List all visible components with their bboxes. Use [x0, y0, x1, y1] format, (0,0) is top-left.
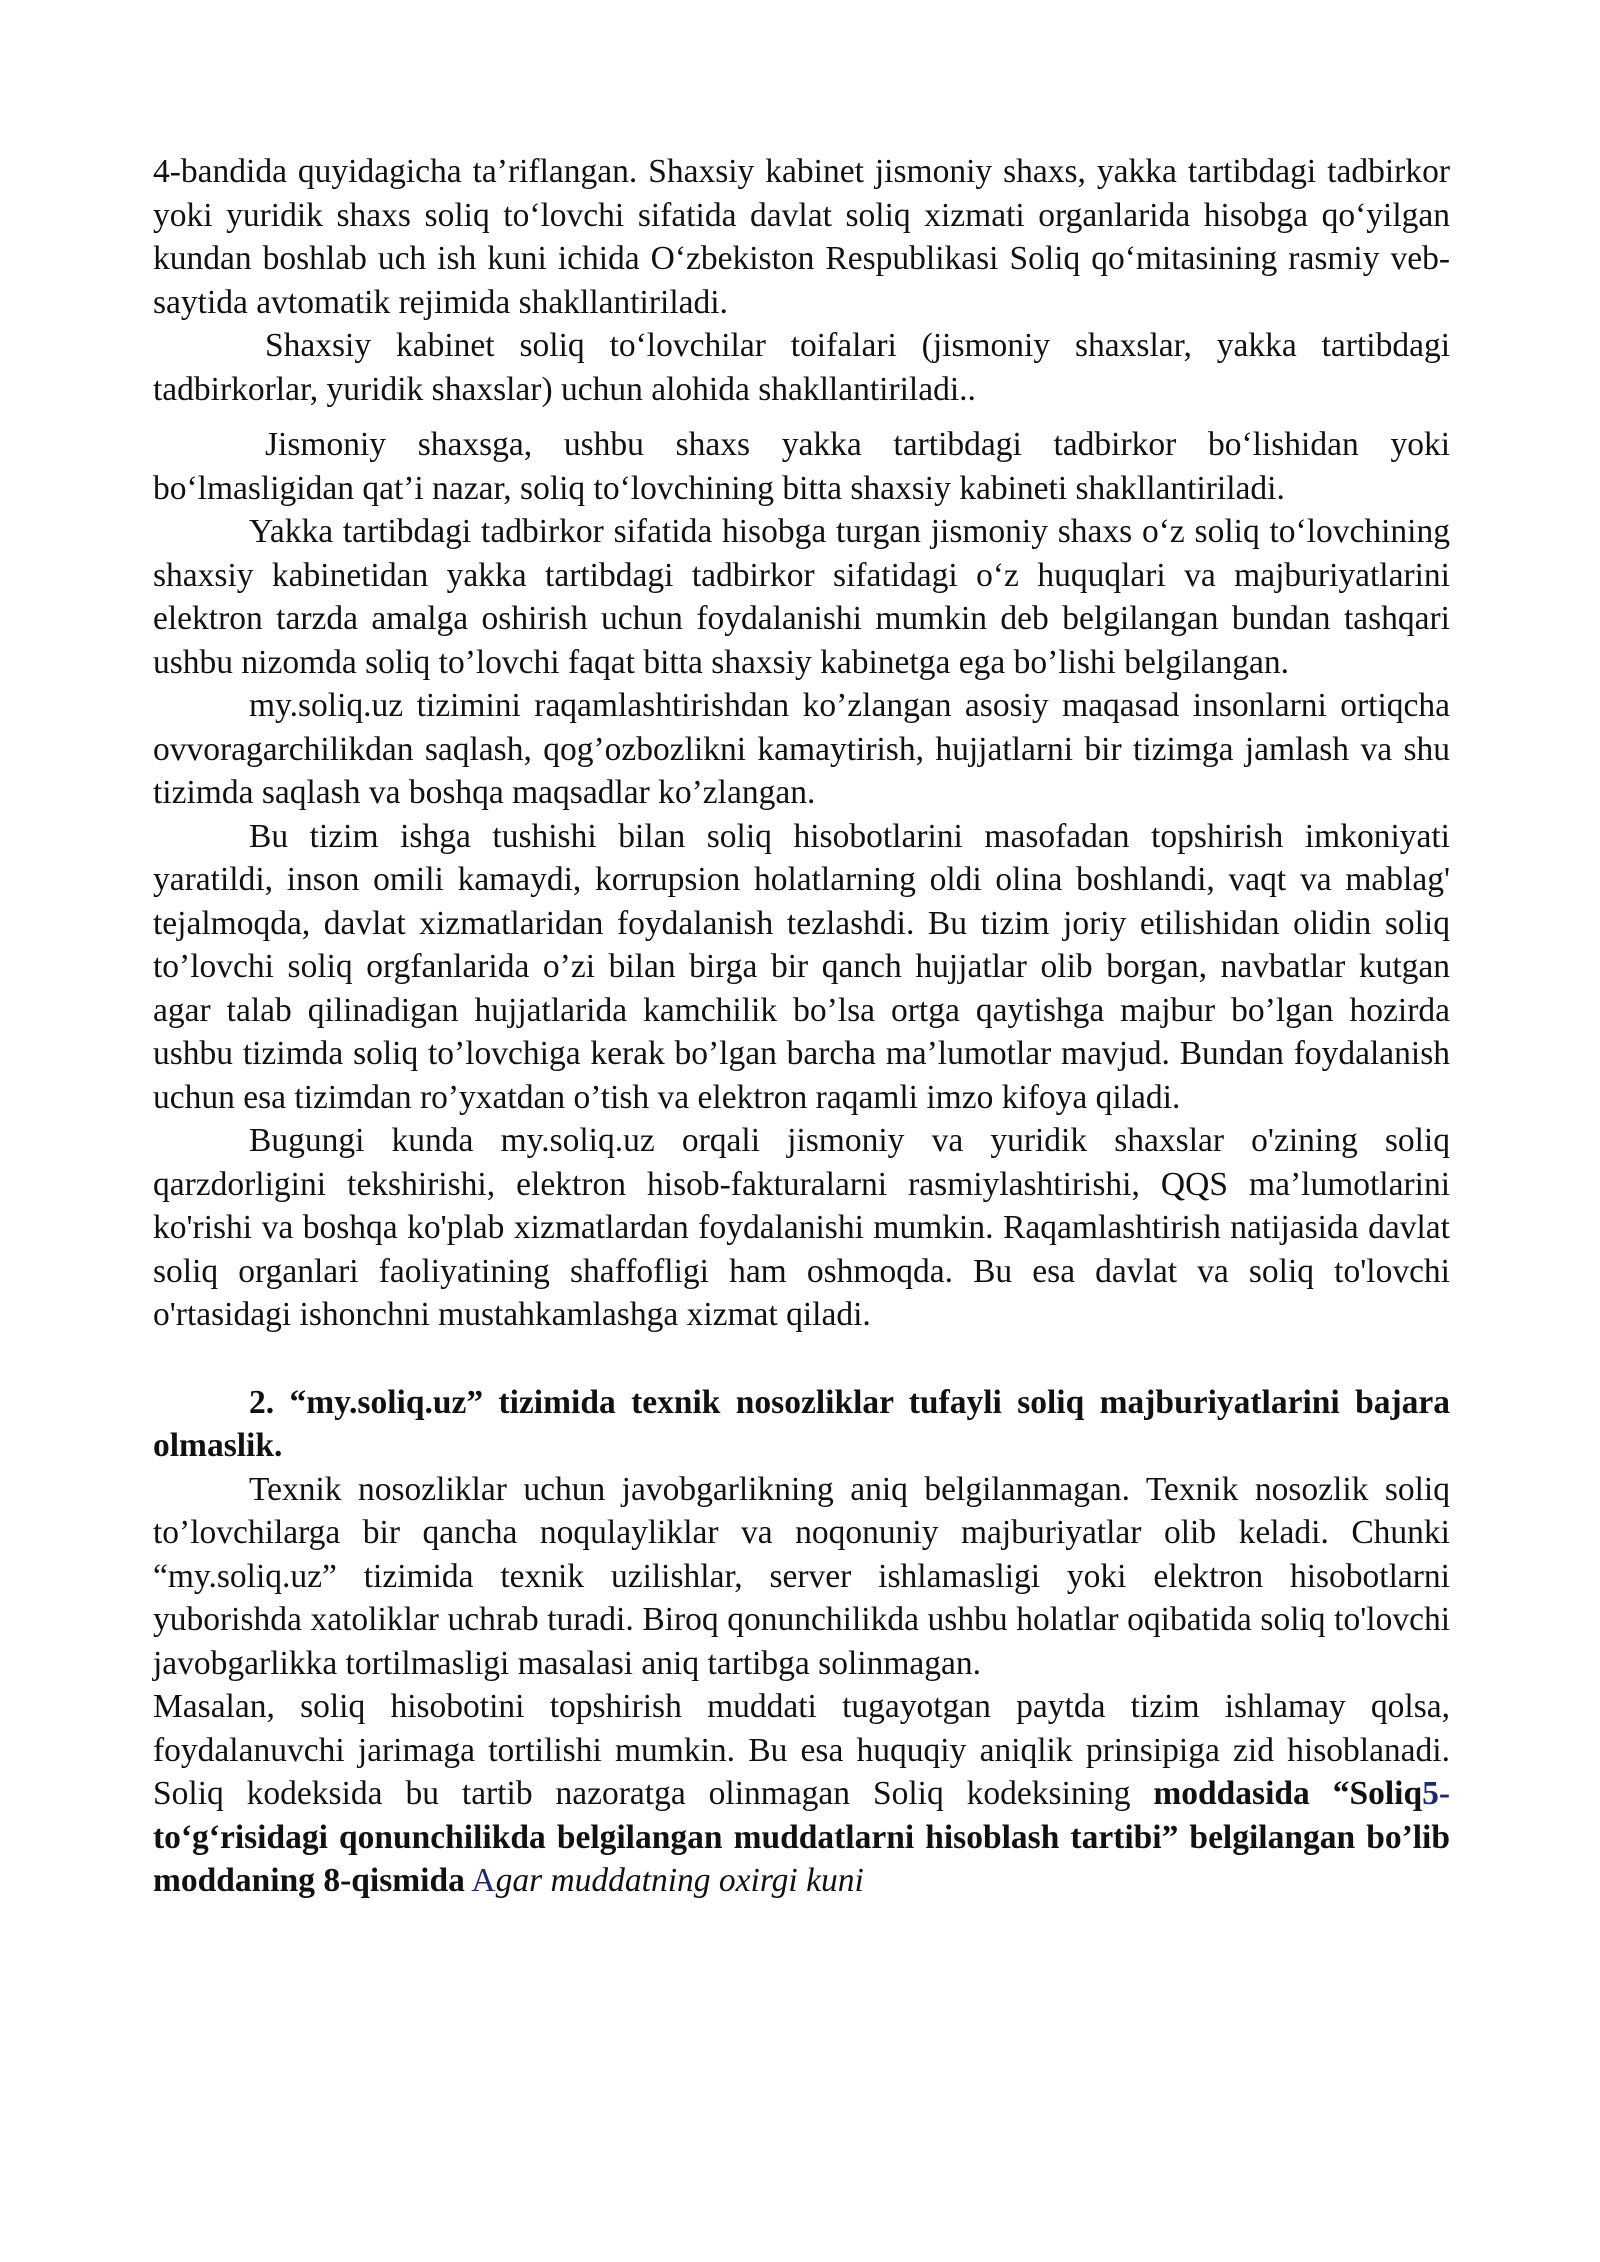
document-page	[153, 150, 1450, 1903]
section-heading-2: 2. “my.soliq.uz” tizimida texnik nosozliklar tufayli soliq majburiyatlarini bajara olmaslik.	[153, 1383, 1450, 1464]
paragraph-texnik-nosozliklar: Texnik nosozliklar uchun javobgarlikning aniq belgilanmagan. Texnik nosozlik soliq to’lovchilarga bir qancha noqulayliklar va noqonuniy majburiyatlar olib keladi. Chunki “my.soliq.uz” tizimida texnik uzilishlar, server ishlamasligi yoki elektron hisobotlarni yuborishda xatoliklar uchrab turadi. Biroq qonunchilikda ushbu holatlar oqibatida soliq to'lovchi javobgarlikka tortilmasligi masalasi aniq tartibga solinmagan.	[153, 1470, 1450, 1682]
paragraph-jismoniy-shaxs: Jismoniy shaxsga, ushbu shaxs yakka tartibdagi tadbirkor bo‘lishidan yoki bo‘lmasligidan qat’i nazar, soliq to‘lovchining bitta shaxsiy kabineti shakllantiriladi.	[153, 426, 1450, 507]
modda-bold-text: moddasida “Soliq to‘g‘risidagi qonunchilikda belgilangan muddatlarni hisoblash tartibi” belgilangan bo’lib moddaning 8-qismida	[153, 1775, 1450, 1899]
paragraph-kabinet-categories: Shaxsiy kabinet soliq to‘lovchilar toifalari (jismoniy shaxslar, yakka tartibdagi tadbirkorlar, yuridik shaxslar) uchun alohida shakllantiriladi..	[153, 327, 1450, 408]
agar-initial: A	[471, 1862, 496, 1899]
paragraph-masalan	[153, 1685, 1450, 1903]
paragraph-yakka-tadbirkor: Yakka tartibdagi tadbirkor sifatida hisobga turgan jismoniy shaxs o‘z soliq to‘lovchining shaxsiy kabinetidan yakka tartibdagi tadbirkor sifatidagi o‘z huquqlari va majburiyatlarini elektron tarzda amalga oshirish uchun foydalanishi mumkin deb belgilangan bundan tashqari ushbu nizomda soliq to’lovchi faqat bitta shaxsiy kabinetga ega bo’lishi belgilangan.	[153, 513, 1450, 681]
paragraph-bugungi-kunda: Bugungi kunda my.soliq.uz orqali jismoniy va yuridik shaxslar o'zining soliq qarzdorligini tekshirishi, elektron hisob-fakturalarni rasmiylashtirishi, QQS ma’lumotlarini ko'rishi va boshqa ko'plab xizmatlardan foydalanishi mumkin. Raqamlashtirish natijasida davlat soliq organlari faoliyatining shaffofligi ham oshmoqda. Bu esa davlat va soliq to'lovchi o'rtasidagi ishonchni mustahkamlashga xizmat qiladi.	[153, 1122, 1450, 1333]
paragraph-raqamlashtirish-maqsad: my.soliq.uz tizimini raqamlashtirishdan ko’zlangan asosiy maqasad insonlarni ortiqcha ovvoragarchilikdan saqlash, qog’ozbozlikni kamaytirish, hujjatlarni bir tizimga jamlash va shu tizimda saqlash va boshqa maqsadlar ko’zlangan.	[153, 687, 1450, 811]
modda-number: 5-	[1422, 1775, 1450, 1812]
agar-italic-text: gar muddatning oxirgi kuni	[495, 1862, 864, 1899]
masalan-text: Masalan, soliq hisobotini topshirish muddati tugayotgan paytda tizim ishlamay qolsa, foydalanuvchi jarimaga tortilishi mumkin. Bu esa huquqiy aniqlik prinsipiga zid hisoblanadi. Soliq kodeksida bu tartib nazoratga olinmagan Soliq kodeksining	[153, 1688, 1450, 1812]
paragraph-shaxsiy-kabinet-definition: 4-bandida quyidagicha ta’riflangan. Shaxsiy kabinet jismoniy shaxs, yakka tartibdagi tadbirkor yoki yuridik shaxs soliq to‘lovchi sifatida davlat soliq xizmati organlarida hisobga qo‘yilgan kundan boshlab uch ish kuni ichida O‘zbekiston Respublikasi Soliq qo‘mitasining rasmiy veb-saytida avtomatik rejimida shakllantiriladi.	[153, 153, 1450, 321]
paragraph-tizim-afzalliklari: Bu tizim ishga tushishi bilan soliq hisobotlarini masofadan topshirish imkoniyati yaratildi, inson omili kamaydi, korrupsion holatlarning oldi olina boshlandi, vaqt va mablag' tejalmoqda, davlat xizmatlaridan foydalanish tezlashdi. Bu tizim joriy etilishidan olidin soliq to’lovchi soliq orgfanlarida o’zi bilan birga bir qanch hujjatlar olib borgan, navbatlar kutgan agar talab qilinadigan hujjatlarida kamchilik bo’lsa ortga qaytishga majbur bo’lgan hozirda ushbu tizimda soliq to’lovchiga kerak bo’lgan barcha ma’lumotlar mavjud. Bundan foydalanish uchun esa tizimdan ro’yxatdan o’tish va elektron raqamli imzo kifoya qiladi.	[153, 817, 1450, 1116]
